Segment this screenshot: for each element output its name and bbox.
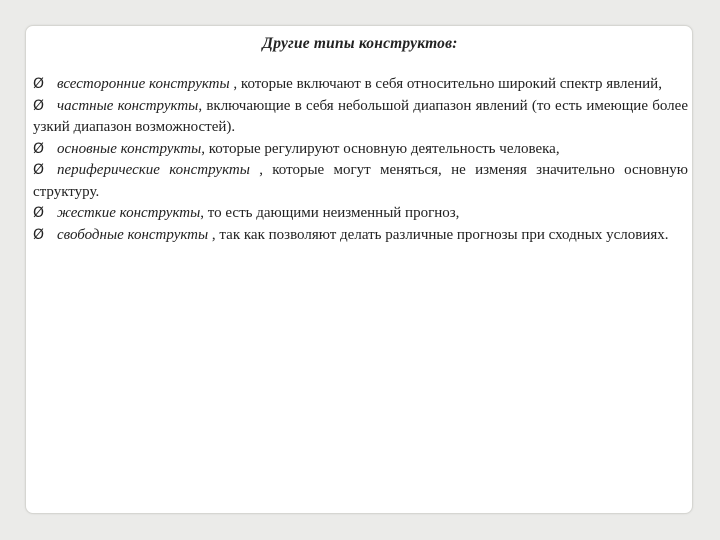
arrow-bullet-icon: Ø: [33, 140, 45, 157]
arrow-bullet-icon: Ø: [33, 97, 45, 114]
list-item: [33, 74, 688, 96]
slide: [25, 25, 693, 514]
item-text: , включающие в себя небольшой диапазон явлений (то есть имеющие более узкий диапазон возможностей).: [33, 97, 688, 135]
item-text: , которые могут меняться, не изменяя значительно основную структуру.: [33, 162, 689, 200]
item-term: жесткие конструкты: [57, 205, 201, 221]
arrow-bullet-icon: Ø: [33, 205, 45, 221]
list-item: [33, 160, 688, 203]
item-term: всесторонние конструкты: [57, 76, 230, 92]
list-item: [33, 225, 688, 247]
item-term: свободные конструкты: [57, 226, 209, 243]
item-text: , то есть дающими неизменный прогноз,: [200, 205, 460, 221]
item-text: , которые регулируют основную деятельность человека,: [201, 140, 560, 157]
construct-list: [33, 74, 688, 246]
item-term: частные конструкты: [57, 97, 199, 114]
item-term: периферические конструкты: [57, 162, 250, 178]
arrow-bullet-icon: Ø: [33, 226, 45, 243]
list-item: [33, 139, 688, 161]
arrow-bullet-icon: Ø: [33, 76, 45, 92]
arrow-bullet-icon: Ø: [33, 162, 45, 178]
item-term: основные конструкты: [57, 140, 202, 157]
list-item: [33, 203, 688, 225]
item-text: , так как позволяют делать различные прогнозы при сходных условиях.: [208, 226, 669, 243]
list-item: [33, 96, 688, 139]
item-text: , которые включают в себя относительно широкий спектр явлений,: [229, 76, 662, 92]
slide-title: Другие типы конструктов:: [262, 35, 458, 52]
